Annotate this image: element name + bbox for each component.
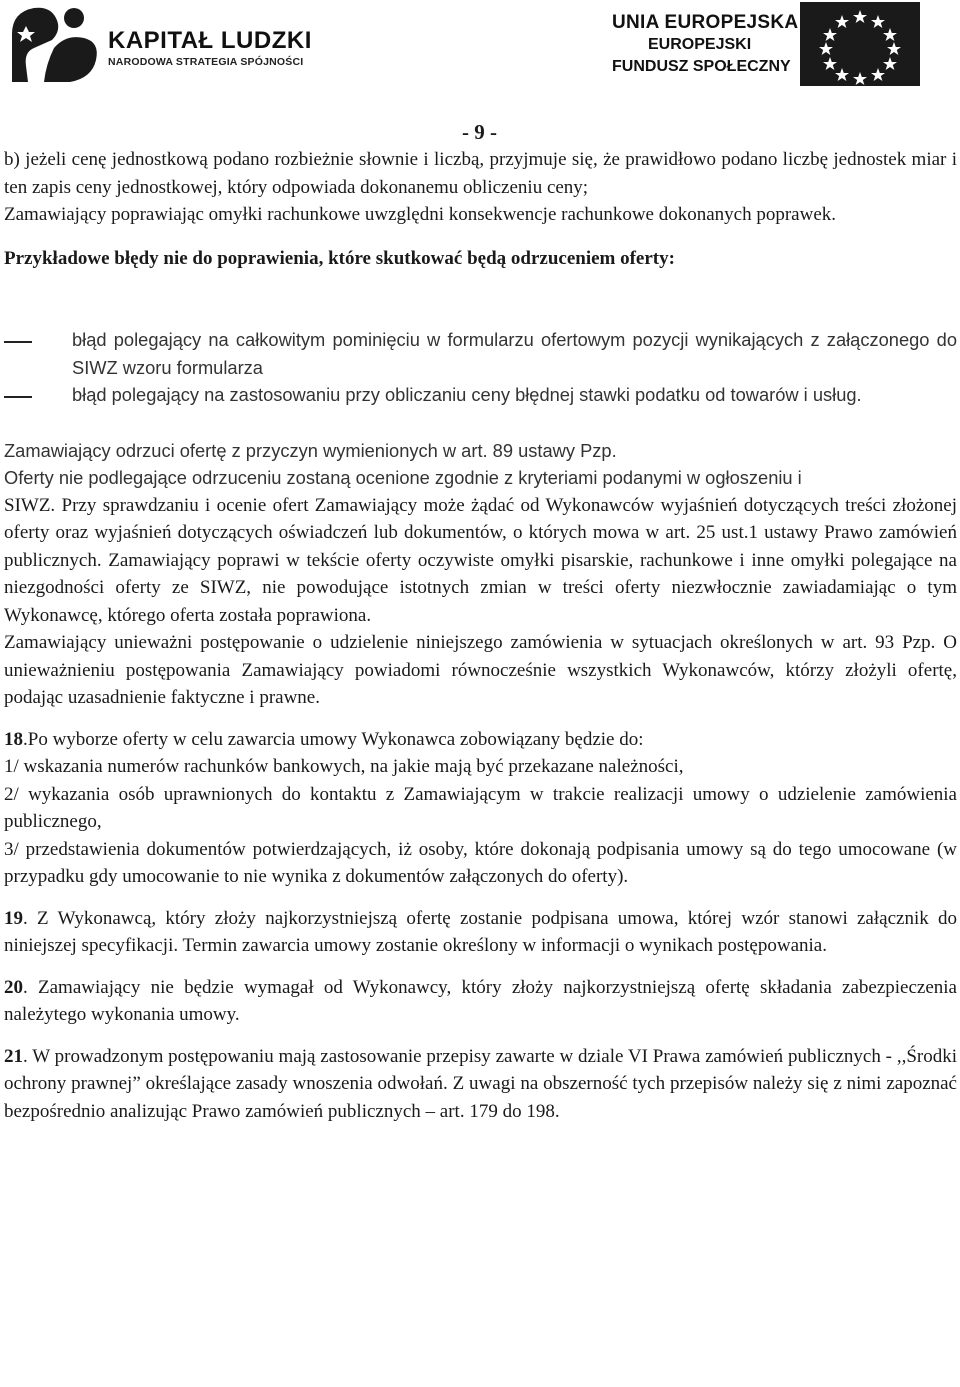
section-20: [4, 974, 957, 1029]
section-text: . Z Wykonawcą, który złoży najkorzystniejszą ofertę zostanie podpisana umowa, której wzór stanowi załącznik do niniejszej specyfikacji. Termin zawarcia umowy zostanie określony w informacji o wynikach postępowania.: [4, 907, 957, 956]
section-19: [4, 905, 957, 960]
kapital-ludzki-name: KAPITAŁ LUDZKI: [108, 27, 312, 54]
kapital-ludzki-logo-icon: [4, 4, 104, 84]
section-number: 19: [4, 907, 23, 929]
section-18-item: 2/ wykazania osób uprawnionych do kontaktu z Zamawiającym w trakcie realizacji umowy o udzielenie zamówienia publicznego,: [4, 783, 957, 832]
evaluation-line: Oferty nie podlegające odrzuceniu zostaną ocenione zgodnie z kryteriami podanymi w ogłoszeniu i: [4, 467, 802, 488]
section-18-item: 3/ przedstawienia dokumentów potwierdzających, iż osoby, które dokonają podpisania umowy są do tego umocowane (w przypadku gdy umocowanie to nie wynika z dokumentów załączonych do oferty).: [4, 838, 957, 887]
annulment-paragraph: Zamawiający unieważni postępowanie o udzielenie niniejszego zamówienia w sytuacjach określonych w art. 93 Pzp. O unieważnieniu postępowania Zamawiający powiadomi równocześnie wszystkich Wykonawców, którzy złożyli ofertę, podając uzasadnienie faktyczne i prawne.: [4, 632, 957, 708]
kapital-ludzki-subtitle: NARODOWA STRATEGIA SPÓJNOŚCI: [108, 56, 304, 68]
page-number: - 9 -: [462, 120, 497, 144]
eu-line2: EUROPEJSKI: [648, 36, 752, 53]
kapital-ludzki-wordmark: [108, 28, 312, 68]
section-18-lead: [4, 726, 957, 754]
eu-flag-icon: [800, 2, 920, 86]
dash-bullet-icon: [4, 396, 32, 398]
evaluation-paragraph: SIWZ. Przy sprawdzaniu i ocenie ofert Zamawiający może żądać od Wykonawców wyjaśnień dotyczących treści złożonej oferty oraz wyjaśnień dotyczących oświadczeń lub dokumentów, o których mowa w art. 25 ust.1 ustawy Prawo zamówień publicznych. Zamawiający poprawi w tekście oferty oczywiste omyłki pisarskie, rachunkowe i inne omyłki polegające na niezgodności oferty ze SIWZ, nie powodujące istotnych zmian w treści oferty niezwłocznie zawiadamiając o tym Wykonawcę, którego oferta została poprawiona.: [4, 494, 957, 626]
section-number: 18: [4, 728, 23, 750]
eu-wordmark: [612, 12, 798, 78]
eu-line3: FUNDUSZ SPOŁECZNY: [612, 58, 791, 75]
reject-line: Zamawiający odrzuci ofertę z przyczyn wymienionych w art. 89 ustawy Pzp.: [4, 439, 617, 461]
dash-bullet-icon: [4, 341, 32, 343]
section-number: 21: [4, 1045, 23, 1067]
errors-heading: Przykładowe błędy nie do poprawienia, które skutkować będą odrzuceniem oferty:: [4, 247, 675, 269]
error-item: [4, 381, 957, 409]
section-21: [4, 1043, 957, 1126]
section-18-item: 1/ wskazania numerów rachunków bankowych, na jakie mają być przekazane należności,: [4, 756, 684, 777]
document-body: [4, 146, 957, 1125]
error-item-text: błąd polegający na zastosowaniu przy obliczaniu ceny błędnej stawki podatku od towarów i usług.: [72, 384, 862, 405]
section-text: .Po wyborze oferty w celu zawarcia umowy Wykonawca zobowiązany będzie do:: [23, 728, 644, 750]
error-item-text: błąd polegający na całkowitym pominięciu w formularzu ofertowym pozycji wynikających z załączonego do SIWZ wzoru formularza: [72, 329, 957, 378]
eu-line1: UNIA EUROPEJSKA: [612, 12, 799, 33]
error-item: [4, 326, 957, 381]
correction-paragraph: Zamawiający poprawiając omyłki rachunkowe uwzględni konsekwencje rachunkowe dokonanych poprawek.: [4, 204, 837, 225]
b-item-paragraph: b) jeżeli cenę jednostkową podano rozbieżnie słownie i liczbą, przyjmuje się, że prawidłowo podano liczbę jednostek miar i ten zapis ceny jednostkowej, który odpowiada dokonanemu obliczeniu ceny;: [4, 149, 957, 198]
section-18: [4, 726, 957, 891]
section-number: 20: [4, 976, 23, 998]
page-header: [0, 0, 960, 92]
section-text: . Zamawiający nie będzie wymagał od Wykonawcy, który złoży najkorzystniejszą ofertę składania zabezpieczenia należytego wykonania umowy.: [4, 976, 957, 1025]
section-text: . W prowadzonym postępowaniu mają zastosowanie przepisy zawarte w dziale VI Prawa zamówień publicznych - ,,Środki ochrony prawnej” określające zasady wnoszenia odwołań. Z uwagi na obszerność tych przepisów należy się z nimi zapoznać bezpośrednio analizując Prawo zamówień publicznych – art. 179 do 198.: [4, 1045, 957, 1122]
